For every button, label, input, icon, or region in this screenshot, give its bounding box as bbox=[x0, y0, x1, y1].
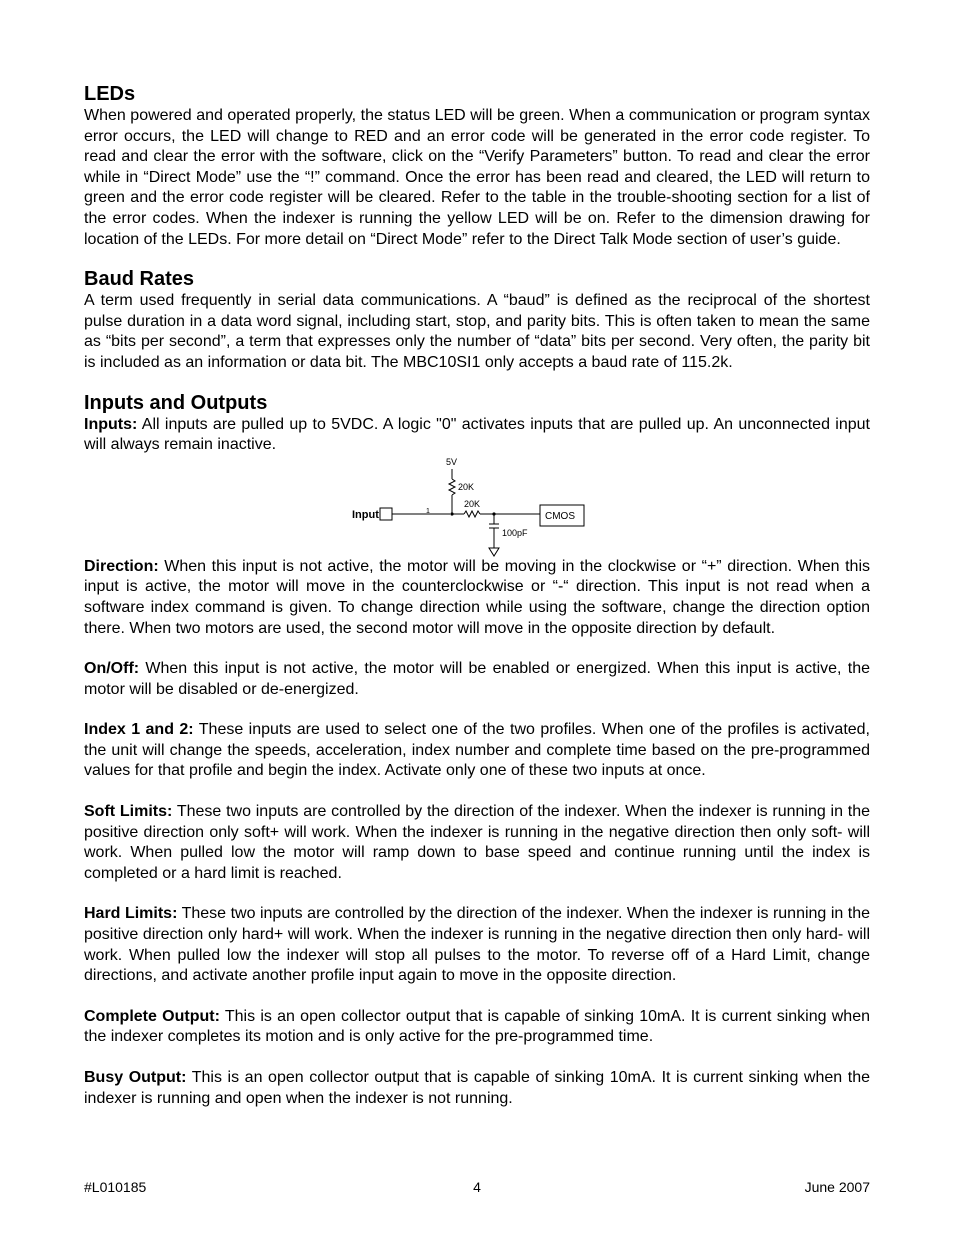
cap-label: 100pF bbox=[502, 527, 528, 538]
page-footer bbox=[84, 1178, 870, 1198]
baud-body: A term used frequently in serial data communications. A “baud” is defined as the reciprocal of the shortest pulse duration in a data word signal, including start, stop, and parity bits. This is often taken to mean the same as “bits per second”, a term that expresses only the number of “data” bits per second. Very often, the parity bit is included as an information or data bit. The MBC10SI1 only accepts a baud rate of 115.2k. bbox=[84, 292, 870, 371]
onoff-text: When this input is not active, the motor will be enabled or energized. When this input is active, the motor will be disabled or de-energized. bbox=[84, 660, 870, 698]
index-paragraph bbox=[84, 720, 870, 782]
section-baud-rates bbox=[84, 267, 870, 373]
input-circuit-svg bbox=[352, 456, 674, 557]
doc-date: June 2007 bbox=[804, 1179, 870, 1195]
io-heading: Inputs and Outputs bbox=[84, 391, 268, 414]
pullup-label: 20K bbox=[458, 481, 475, 492]
cmos-label: CMOS bbox=[545, 510, 575, 522]
leds-body: When powered and operated properly, the status LED will be green. When a communication or program syntax error occurs, the LED will change to RED and an error code will be generated in the error code register. To read and clear the error with the software, click on the “Verify Parameters” button. To read and clear the error while in “Direct Mode” use the “!” command. Once the error has been read and cleared, the LED will return to green and the error code register will be cleared. Refer to the table in the trouble-shooting section for a list of the error codes. When the indexer is running the yellow LED will be on. Refer to the dimension drawing for location of the LEDs. For more detail on “Direct Mode” refer to the Direct Talk Mode section of user’s guide. bbox=[84, 107, 870, 248]
series-label: 20K bbox=[464, 498, 481, 509]
onoff-term: On/Off: bbox=[84, 660, 140, 678]
ground-symbol bbox=[489, 548, 499, 556]
pin-label: 1 bbox=[426, 507, 430, 515]
leds-heading: LEDs bbox=[84, 83, 136, 105]
doc-number: #L010185 bbox=[84, 1179, 147, 1195]
index-text: These inputs are used to select one of the two profiles. When one of the profiles is activated, the unit will change the speeds, acceleration, index number and complete time based on the pre-programmed values for that profile and begin the index. Activate only one of these two inputs at once. bbox=[84, 721, 871, 780]
direction-term: Direction: bbox=[84, 557, 159, 575]
input-label: Input bbox=[352, 508, 379, 521]
inputs-term: Inputs: bbox=[84, 415, 138, 433]
inputs-paragraph bbox=[84, 415, 870, 456]
document-page bbox=[84, 82, 870, 1109]
soft-limits-term: Soft Limits: bbox=[84, 803, 173, 821]
inputs-text: All inputs are pulled up to 5VDC. A logic "0" activates inputs that are pulled up. An unconnected input will always remain inactive. bbox=[84, 415, 870, 454]
complete-output-paragraph bbox=[84, 1007, 870, 1048]
series-resistor bbox=[464, 511, 480, 517]
complete-output-text: This is an open collector output that is capable of sinking 10mA. It is current sinking when the indexer completes its motion and is only active for the pre-programmed time. bbox=[84, 1007, 871, 1046]
direction-text: When this input is not active, the motor will be moving in the clockwise or “+” direction. When this input is active, the motor will move in the counterclockwise or “-“ direction. This input is not read when a software index command is given. To change direction while using the software, change the direction option there. When two motors are used, the second motor will move in the opposite direction by default. bbox=[84, 557, 870, 637]
direction-paragraph bbox=[84, 557, 870, 639]
input-terminal-box bbox=[380, 508, 392, 520]
hard-limits-paragraph bbox=[84, 904, 870, 986]
junction-dot bbox=[450, 512, 453, 515]
index-term: Index 1 and 2: bbox=[84, 721, 194, 739]
input-circuit-diagram bbox=[84, 456, 870, 557]
hard-limits-term: Hard Limits: bbox=[84, 905, 178, 923]
supply-label: 5V bbox=[446, 456, 458, 467]
cap-junction-dot bbox=[492, 512, 495, 515]
onoff-paragraph bbox=[84, 659, 870, 700]
busy-output-text: This is an open collector output that is capable of sinking 10mA. It is current sinking when the indexer is running and open when the indexer is not running. bbox=[84, 1069, 870, 1107]
section-inputs-outputs bbox=[84, 391, 870, 1110]
baud-heading: Baud Rates bbox=[84, 268, 195, 291]
busy-output-term: Busy Output: bbox=[84, 1069, 187, 1086]
page-number: 4 bbox=[473, 1179, 481, 1195]
soft-limits-paragraph bbox=[84, 802, 870, 884]
hard-limits-text: These two inputs are controlled by the direction of the indexer. When the indexer is running in the positive direction only hard+ will work. When the indexer is running in the negative direction then only hard- will work. When pulled low the indexer will stop all pulses to the motor. To reverse off of a Hard Limit, change directions, and activate another profile input again to move in the opposite direction. bbox=[84, 905, 871, 985]
soft-limits-text: These two inputs are controlled by the direction of the indexer. When the indexer is running in the positive direction only soft+ will work. When the indexer is running in the negative direction then only soft- will work. When pulled low the motor will ramp down to base speed and continue running until the index is completed or a hard limit is reached. bbox=[84, 803, 870, 882]
busy-output-paragraph bbox=[84, 1068, 870, 1109]
complete-output-term: Complete Output: bbox=[84, 1007, 220, 1025]
section-leds bbox=[84, 82, 870, 250]
pullup-resistor bbox=[449, 479, 455, 495]
